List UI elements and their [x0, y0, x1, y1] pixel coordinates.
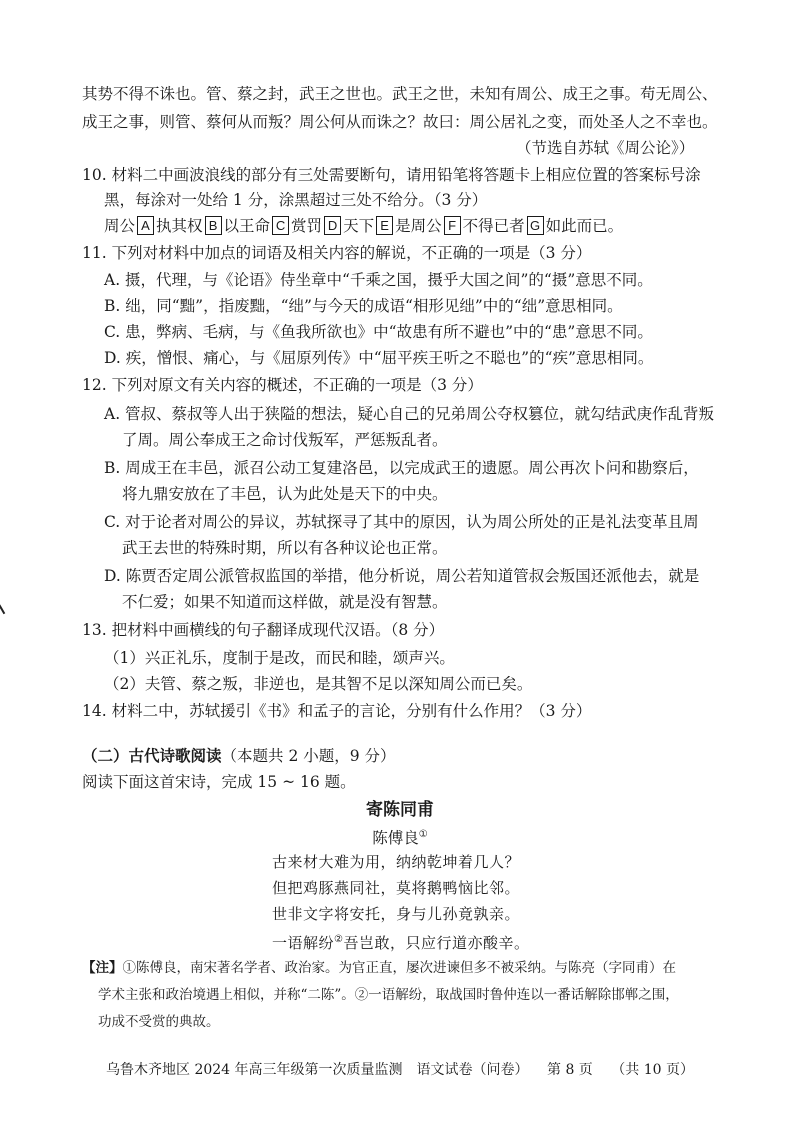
q12-option-c-line-1: C. 对于论者对周公的异议，苏轼探寻了其中的原因，认为周公所处的正是礼法变革且周: [104, 513, 699, 531]
note-prefix: 【注】: [82, 960, 123, 976]
q10-segment: 不得已者: [462, 217, 525, 235]
poem-author: [0, 825, 800, 848]
poem-line-4-note-mark: ②: [334, 934, 344, 945]
note-line-2: 学术主张和政治境遇上相似，并称“二陈”。②一语解纷，取战国时鲁仲连以一番话解除邯郸之围，: [98, 987, 679, 1003]
footer-page-number: 第 8 页: [547, 1062, 593, 1078]
poem-line-4: [272, 930, 530, 953]
q10-segment: 执其权: [156, 217, 203, 235]
q12-option-c-line-2: 武王去世的特殊时期，所以有各种议论也正常。: [122, 539, 448, 557]
q12-option-b-line-2: 将九鼎安放在了丰邑，认为此处是天下的中央。: [122, 485, 448, 503]
q10-option-box-f[interactable]: F: [444, 216, 461, 235]
q10-stem-line-2: 黑，每涂对一处给 1 分，涂黑超过三处不给分。（3 分）: [104, 191, 488, 209]
material-source: （节选自苏轼《周公论》）: [516, 139, 695, 157]
q10-option-box-a[interactable]: A: [137, 216, 154, 235]
page-footer: [0, 1060, 800, 1080]
poem-line-4-part-1: 一语解纷: [272, 934, 335, 952]
q10-stem-line-1: 10. 材料二中画波浪线的部分有三处需要断句，请用铅笔将答题卡上相应位置的答案标号涂: [82, 166, 701, 184]
q10-option-box-g[interactable]: G: [527, 216, 544, 235]
q10-option-box-d[interactable]: D: [324, 216, 341, 235]
q13-item-2: （2）夫管、蔡之叛，非逆也，是其智不足以深知周公而已矣。: [104, 675, 533, 693]
q13-stem: 13. 把材料中画横线的句子翻译成现代汉语。（8 分）: [82, 621, 445, 639]
note-line-1: [82, 958, 676, 978]
poem-author-name: 陈傅良: [372, 829, 419, 848]
note-line-3: 功成不受赏的典故。: [98, 1014, 220, 1030]
q10-option-box-b[interactable]: B: [205, 216, 222, 235]
section2-title-note: （本题共 2 小题，9 分）: [221, 747, 396, 765]
q11-option-c: C. 患，弊病、毛病，与《鱼我所欲也》中“故患有所不避也”中的“患”意思不同。: [104, 323, 653, 341]
q12-option-a-line-1: A. 管叔、蔡叔等人出于狭隘的想法，疑心自己的兄弟周公夺权篡位，就勾结武庚作乱背叛: [104, 405, 715, 423]
margin-mark: [0, 600, 10, 614]
q10-option-box-c[interactable]: C: [272, 216, 289, 235]
q10-segment: 是周公: [395, 217, 442, 235]
poem-line-4-part-2: 吾岂敢，只应行道亦酸辛。: [343, 934, 530, 952]
q12-option-a-line-2: 了周。周公奉成王之命讨伐叛军，严惩叛乱者。: [122, 431, 448, 449]
q12-option-d-line-2: 不仁爱；如果不知道而这样做，就是没有智慧。: [122, 593, 448, 611]
poem-title: 寄陈同甫: [366, 800, 434, 820]
q10-segment: 以王命: [223, 217, 271, 235]
q12-option-b-line-1: B. 周成王在丰邑，派召公动工复建洛邑，以完成武王的遗愿。周公再次卜问和勘察后，: [104, 459, 699, 477]
q10-segment: 周公: [104, 217, 136, 235]
q10-segment: 如此而已。: [545, 217, 624, 235]
q12-stem: 12. 下列对原文有关内容的概述，不正确的一项是（3 分）: [82, 376, 483, 394]
poem-line-2: 但把鸡豚燕同社，莫将鹅鸭恼比邻。: [272, 879, 521, 897]
q11-option-a: A. 摄，代理，与《论语》侍坐章中“千乘之国，摄乎大国之间”的“摄”意思不同。: [104, 271, 653, 289]
section2-heading: [82, 746, 396, 766]
q12-option-d-line-1: D. 陈贾否定周公派管叔监国的举措，他分析说，周公若知道管叔会叛国还派他去，就是: [104, 567, 700, 585]
q10-answer-sentence: [104, 216, 623, 236]
note-text-1: ①陈傅良，南宋著名学者、政治家。为官正直，屡次进谏但多不被采纳。与陈亮（字同甫）在: [122, 960, 676, 976]
poem-author-note-mark: ①: [418, 829, 428, 840]
q11-option-d: D. 疾，憎恨、痛心，与《屈原列传》中“屈平疾王听之不聪也”的“疾”意思相同。: [104, 349, 654, 367]
poem-line-3: 世非文字将安托，身与儿孙竟孰亲。: [272, 905, 521, 923]
q11-option-b: B. 绌，同“黜”，指废黜，“绌”与今天的成语“相形见绌”中的“绌”意思相同。: [104, 297, 623, 315]
q10-segment: 天下: [343, 217, 375, 235]
section2-title: （二）古代诗歌阅读: [82, 746, 222, 765]
q10-segment: 赏罚: [291, 217, 323, 235]
q13-item-1: （1）兴正礼乐，度制于是改，而民和睦，颂声兴。: [104, 649, 455, 667]
material-line-1: 其势不得不诛也。管、蔡之封，武王之世也。武王之世，未知有周公、成王之事。苟无周公、: [82, 85, 718, 103]
footer-exam-title: 乌鲁木齐地区 2024 年高三年级第一次质量监测 语文试卷（问卷）: [106, 1062, 529, 1078]
q14-stem: 14. 材料二中，苏轼援引《书》和孟子的言论，分别有什么作用？（3 分）: [82, 702, 592, 720]
material-line-2: 成王之事，则管、蔡何从而叛？周公何从而诛之？故曰：周公居礼之变，而处圣人之不幸也。: [82, 113, 718, 131]
section2-instruction: 阅读下面这首宋诗，完成 15 ~ 16 题。: [82, 773, 356, 791]
footer-total-pages: （共 10 页）: [611, 1062, 694, 1078]
q11-stem: 11. 下列对材料中加点的词语及相关内容的解说，不正确的一项是（3 分）: [82, 244, 592, 262]
poem-line-1: 古来材大难为用，纳纳乾坤着几人？: [272, 853, 521, 871]
q10-option-box-e[interactable]: E: [376, 216, 393, 235]
